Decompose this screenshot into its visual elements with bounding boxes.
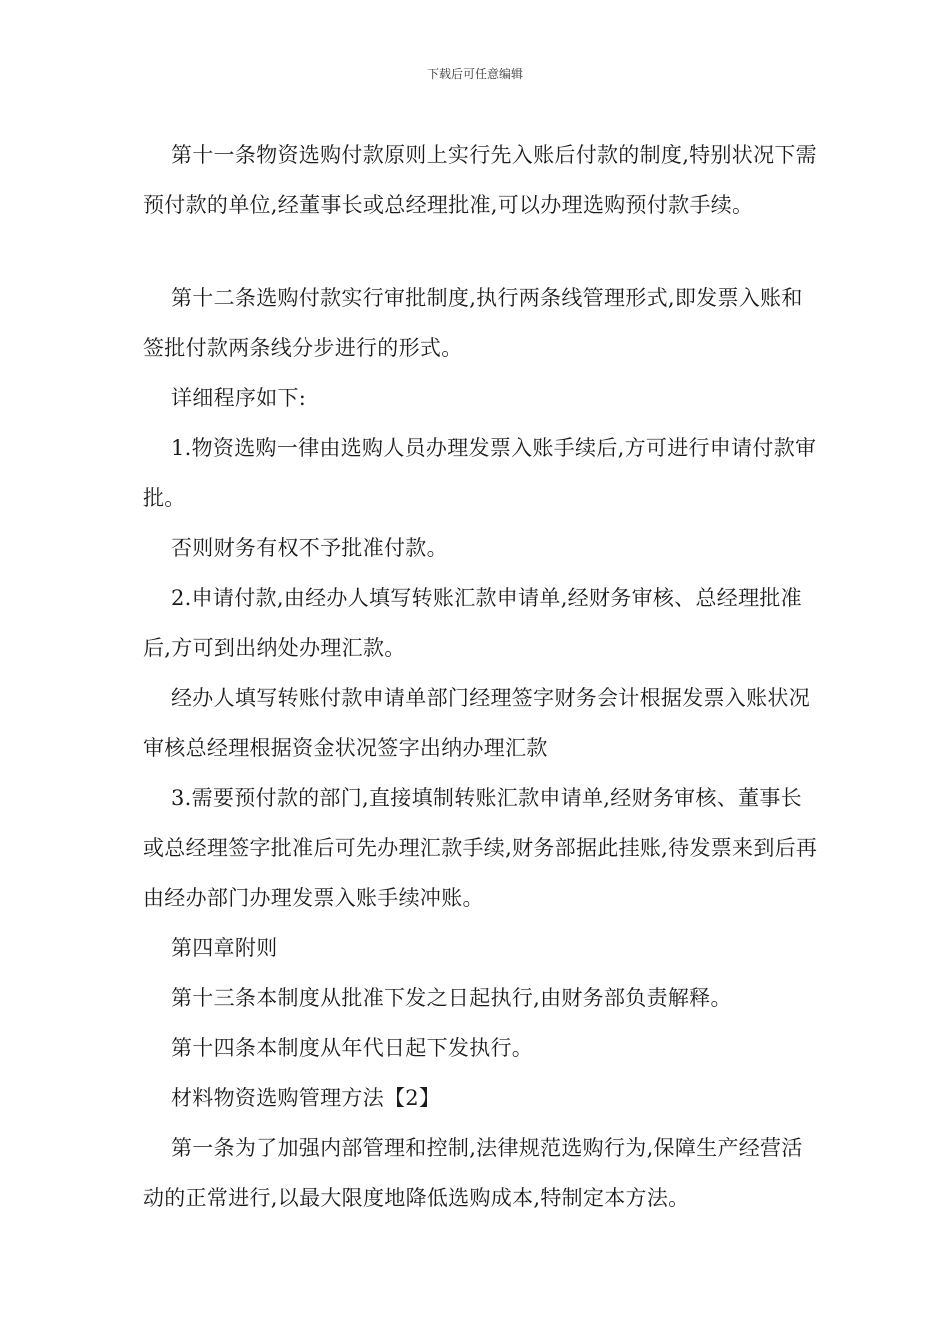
section-title: 材料物资选购管理方法【2】 [171, 1086, 441, 1110]
paragraph-article-11: 第十一条物资选购付款原则上实行先入账后付款的制度,特别状况下需预付款的单位,经董事长或总经理批准,可以办理选购预付款手续。 [143, 143, 817, 217]
paragraph-procedure-intro: 详细程序如下: [171, 386, 307, 410]
paragraph-step-1-note: 否则财务有权不予批准付款。 [171, 536, 448, 560]
paragraph-step-2-flow: 经办人填写转账付款申请单部门经理签字财务会计根据发票入账状况审核总经理根据资金状况签字出纳办理汇款 [143, 686, 810, 760]
paragraph-step-1: 1.物资选购一律由选购人员办理发票入账手续后,方可进行申请付款审批。 [143, 436, 817, 510]
chapter-heading: 第四章附则 [171, 936, 278, 960]
paragraph-gap [143, 230, 823, 273]
paragraph-article-1: 第一条为了加强内部管理和控制,法律规范选购行为,保障生产经营活动的正常进行,以最大限度地降低选购成本,特制定本方法。 [143, 1136, 803, 1210]
document-body [143, 130, 823, 1223]
paragraph-step-2: 2.申请付款,由经办人填写转账汇款申请单,经财务审核、总经理批准后,方可到出纳处办理汇款。 [143, 586, 802, 660]
page-header: 下载后可任意编辑 [426, 67, 523, 81]
paragraph-article-13: 第十三条本制度从批准下发之日起执行,由财务部负责解释。 [171, 986, 732, 1010]
paragraph-step-3: 3.需要预付款的部门,直接填制转账汇款申请单,经财务审核、董事长或总经理签字批准后可先办理汇款手续,财务部据此挂账,待发票来到后再由经办部门办理发票入账手续冲账。 [143, 786, 818, 910]
paragraph-article-14: 第十四条本制度从年代日起下发执行。 [171, 1036, 534, 1060]
paragraph-article-12: 第十二条选购付款实行审批制度,执行两条线管理形式,即发票入账和签批付款两条线分步进行的形式。 [143, 286, 803, 360]
